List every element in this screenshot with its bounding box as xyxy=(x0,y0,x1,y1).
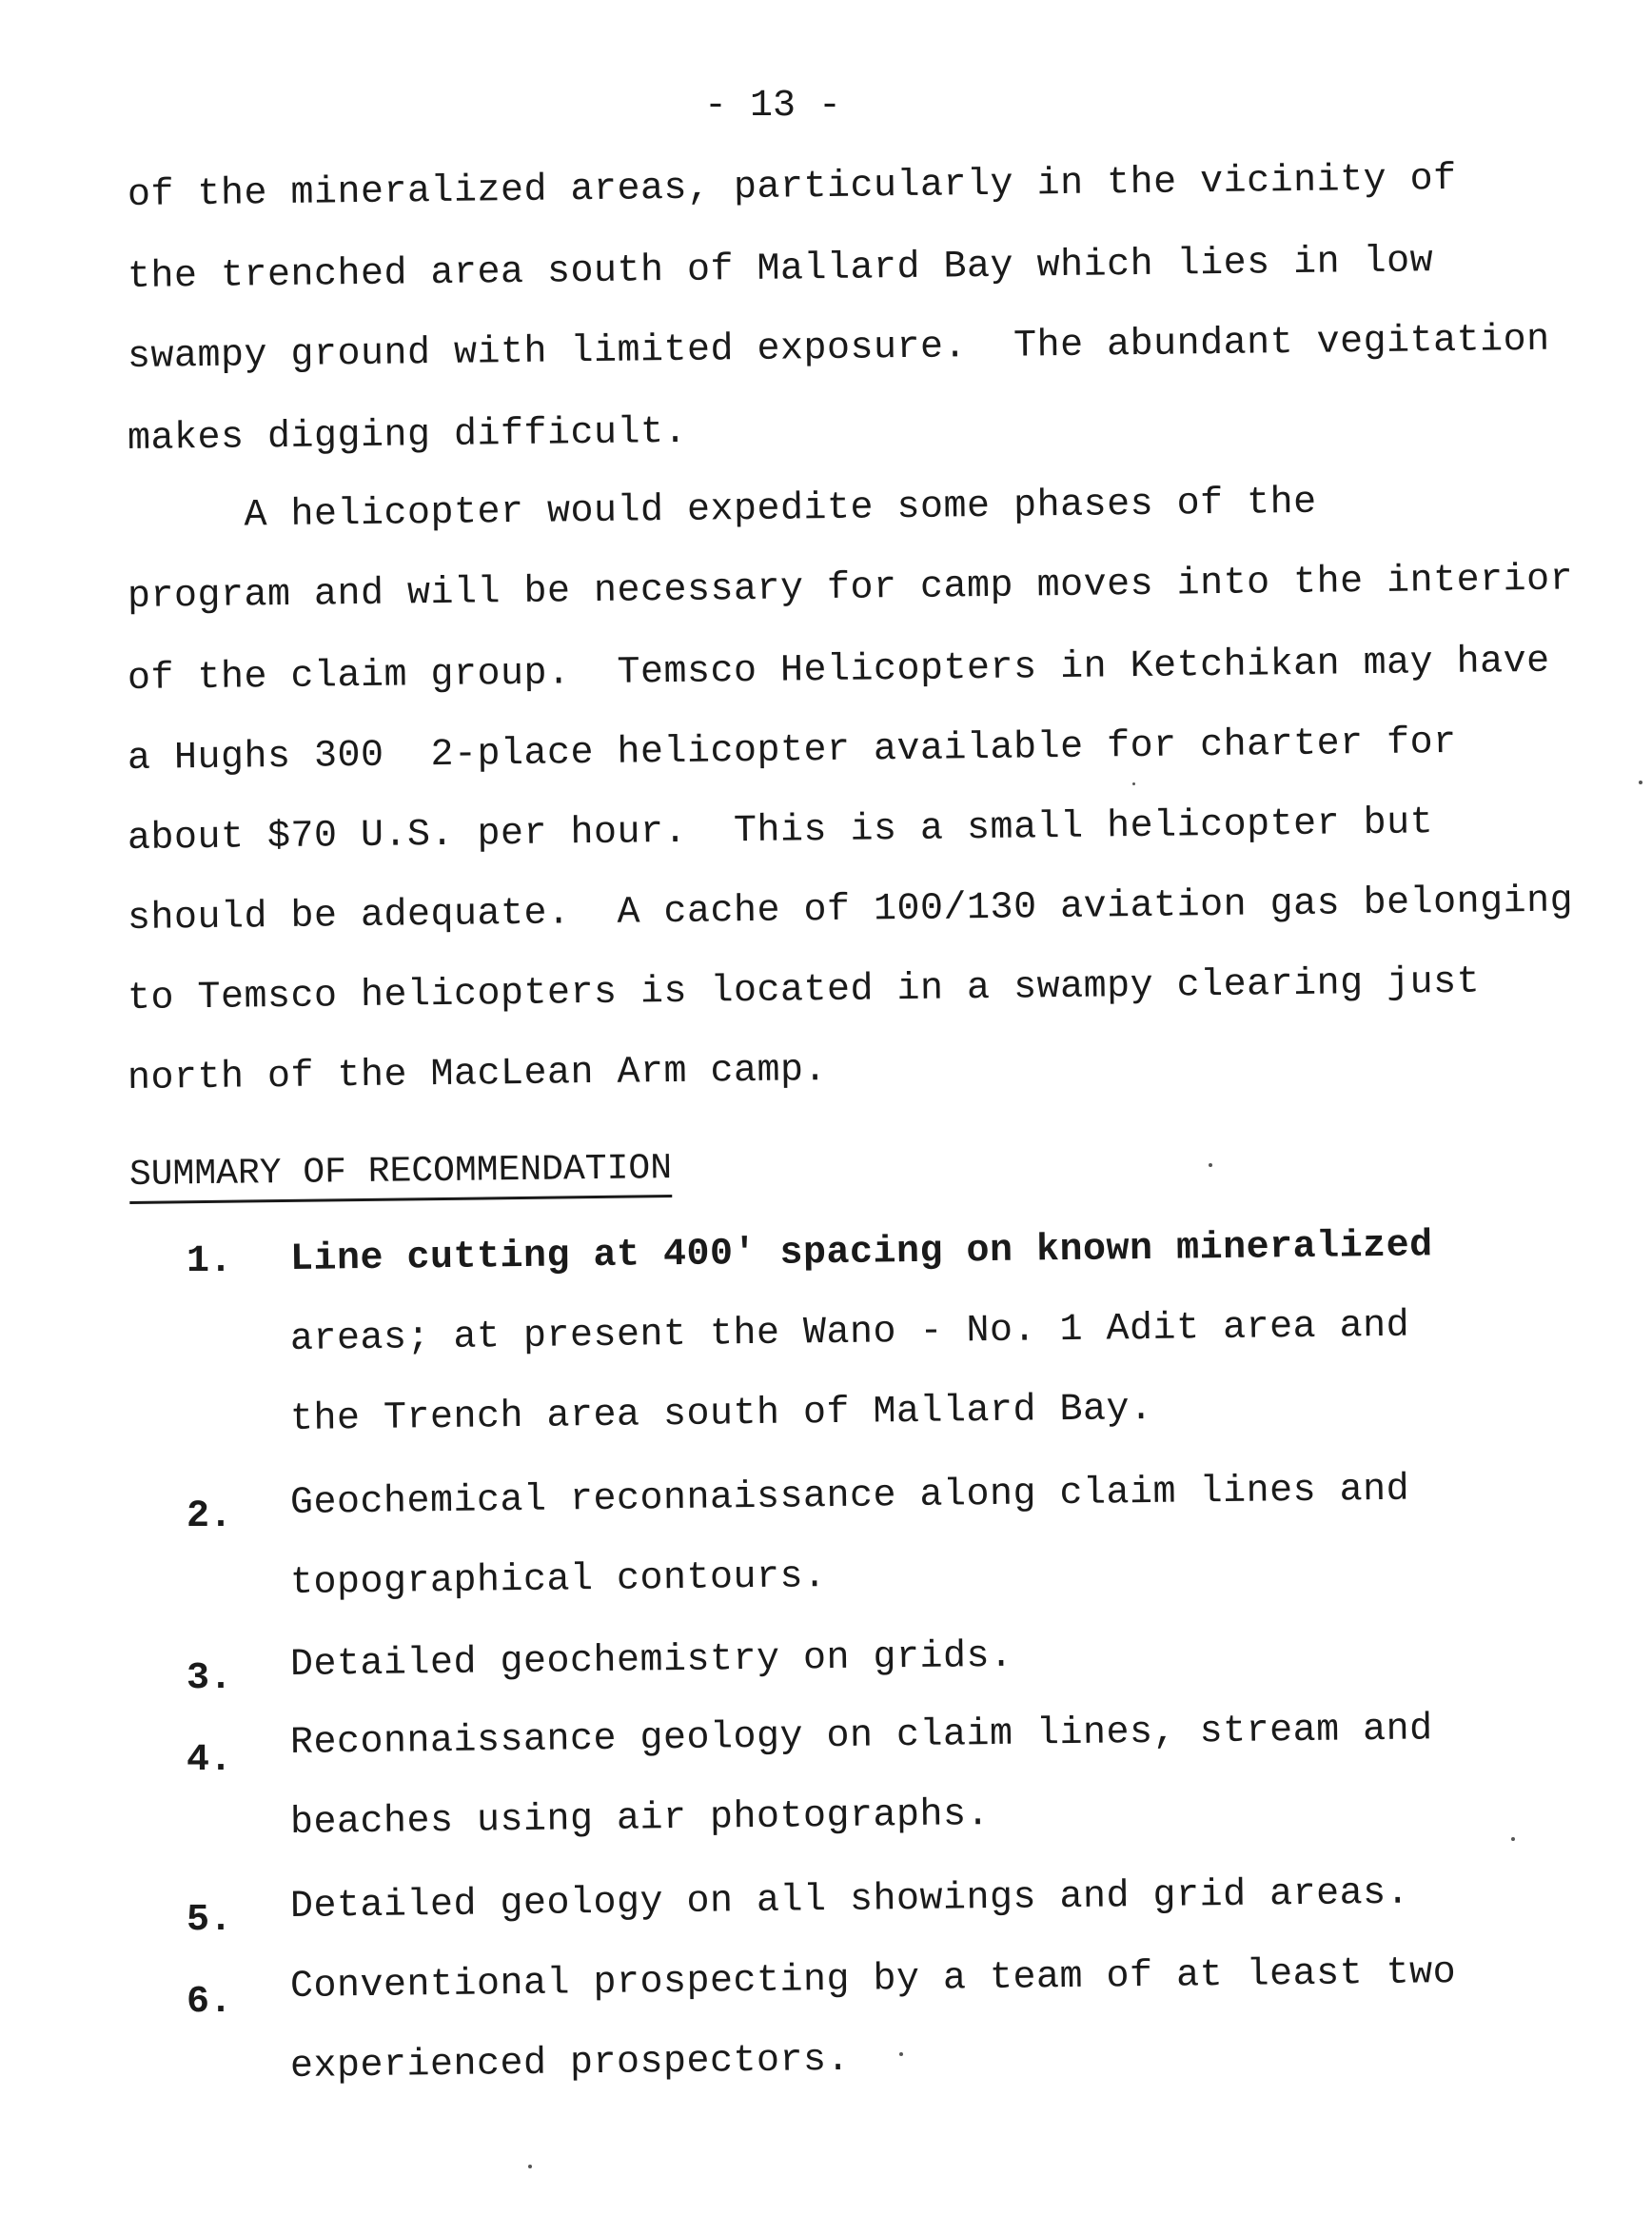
list-item-number: 4. xyxy=(187,1739,233,1782)
list-item-text: beaches using air photographs. xyxy=(289,1793,991,1845)
text-line: of the claim group. Temsco Helicopters in Ketchikan may have xyxy=(127,640,1550,701)
list-item-text: Reconnaissance geology on claim lines, stream and xyxy=(289,1708,1433,1765)
text-line: a Hughs 300 2-place helicopter available for charter for xyxy=(127,721,1457,781)
page-number: - 13 - xyxy=(704,85,842,128)
list-item-number: 6. xyxy=(187,1981,233,2024)
list-item-number: 5. xyxy=(187,1899,233,1942)
list-item-number: 2. xyxy=(187,1495,233,1538)
section-heading: SUMMARY OF RECOMMENDATION xyxy=(129,1147,673,1204)
text-line: about $70 U.S. per hour. This is a small helicopter but xyxy=(127,801,1434,861)
text-line: program and will be necessary for camp moves into the interior xyxy=(127,558,1574,619)
list-item-text: the Trench area south of Mallard Bay. xyxy=(289,1387,1153,1441)
text-line: north of the MacLean Arm camp. xyxy=(127,1049,828,1100)
list-item-number: 3. xyxy=(187,1657,233,1700)
text-line: makes digging difficult. xyxy=(127,410,688,461)
text-line: of the mineralized areas, particularly in the vicinity of xyxy=(127,157,1457,217)
text-line: A helicopter would expedite some phases of the xyxy=(127,481,1317,539)
text-line: to Temsco helicopters is located in a swampy clearing just xyxy=(127,960,1481,1020)
list-item-text: areas; at present the Wano - No. 1 Adit area and xyxy=(289,1304,1410,1361)
list-item-text: Conventional prospecting by a team of at least two xyxy=(289,1951,1457,2008)
list-item-text: Detailed geology on all showings and grid areas. xyxy=(289,1871,1410,1929)
scan-speck xyxy=(1511,1837,1515,1841)
scan-speck xyxy=(1209,1163,1212,1167)
text-line: should be adequate. A cache of 100/130 aviation gas belonging xyxy=(127,880,1574,940)
list-item-text: Detailed geochemistry on grids. xyxy=(289,1634,1013,1687)
list-item-number: 1. xyxy=(187,1240,233,1283)
scan-speck xyxy=(1132,782,1135,785)
scan-speck xyxy=(1639,781,1642,784)
scan-speck xyxy=(899,2052,903,2056)
scan-speck xyxy=(528,2165,532,2168)
list-item-text: Geochemical reconnaissance along claim lines and xyxy=(289,1468,1410,1525)
list-item-text: experienced prospectors. xyxy=(289,2038,851,2088)
text-line: swampy ground with limited exposure. The abundant vegitation xyxy=(127,318,1550,379)
text-line: the trenched area south of Mallard Bay which lies in low xyxy=(127,240,1434,299)
list-item-text: Line cutting at 400' spacing on known mineralized xyxy=(289,1224,1433,1281)
list-item-text: topographical contours. xyxy=(289,1555,827,1605)
